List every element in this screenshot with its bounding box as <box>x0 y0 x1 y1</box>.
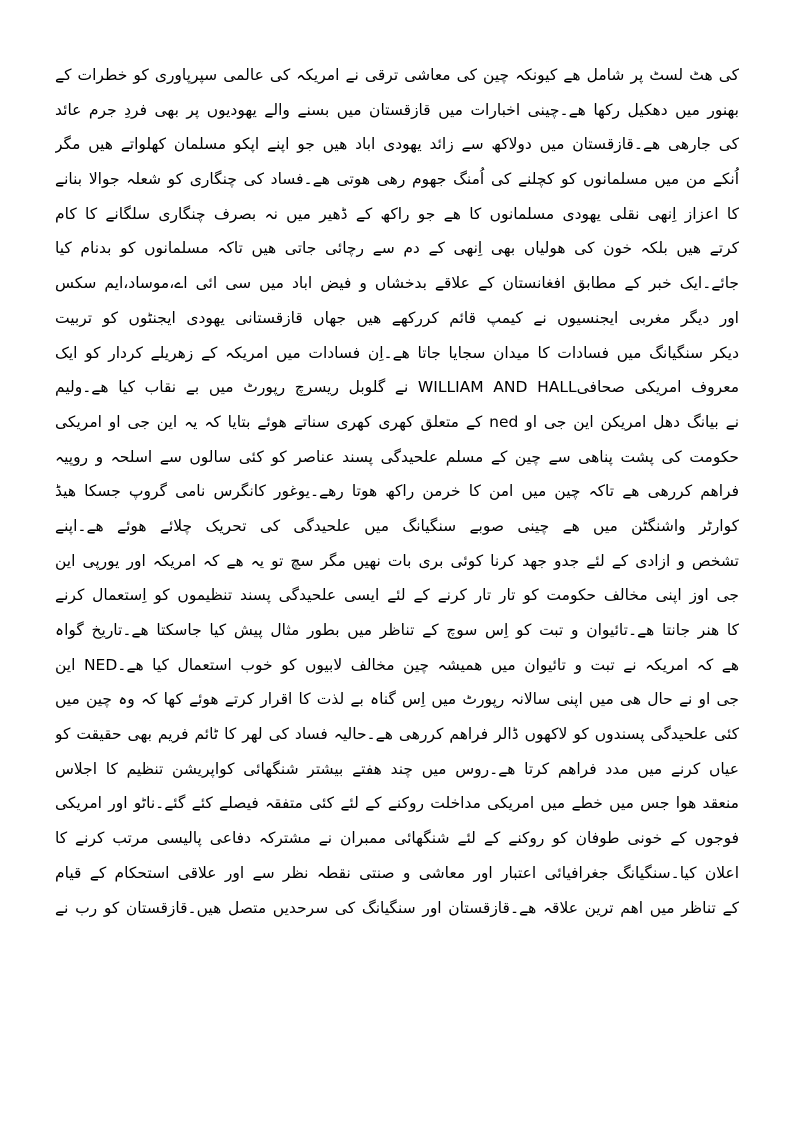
text-line: کے تناظر میں اھم ترین علاقہ ھے۔قازقستان اور سنگیانگ کی سرحدیں متصل ھیں۔قازقستان کو رب نے <box>55 898 739 917</box>
text-line: اعلان کیا۔سنگیانگ جغرافیائی اعتبار اور معاشی و صنتی نقطہ نظر سے اور علاقی استحکام کے قیام <box>55 863 739 882</box>
text-line: کی ھٹ لسٹ پر شامل ھے کیونکہ چین کی معاشی ترقی نے امریکہ کی عالمی سپرپاوری کو خطرات کے <box>55 66 739 84</box>
text-line: عیاں کرنے میں مدد فراھم کرتا ھے۔روس میں چند ھفتے بیشتر شنگھائی کواپریشن تنظیم کا اجلاس <box>55 759 739 778</box>
text-line: کی جارھی ھے۔قازقستان میں دولاکھ سے زائد یھودی اباد ھیں جو اپنے اپکو مسلمان کھلواتے ھیں مگر <box>55 135 739 154</box>
text-line: کوارٹر واشنگٹن میں ھے چینی صوبے سنگیانگ میں علحیدگی کی تحریک چلائے ھوئے ھے۔اپنے <box>55 516 739 535</box>
text-line: جی او نے حال ھی میں اپنی سالانہ رپورٹ میں اِس گناہ بے لذت کا اقرار کرتے ھوئے کھا کہ وہ چین میں <box>55 690 739 709</box>
text-line: حکومت کی پشت پناھی سے چین کے مسلم علحیدگی پسند عناصر کو کئی سالوں سے اسلحہ و روپیہ <box>55 447 739 466</box>
text-line: بھنور میں دھکیل رکھا ھے۔چینی اخبارات میں قازقستان میں بسنے والے یھودیوں پر بھی فردِ جرم عائد <box>55 100 739 119</box>
text-line: معروف امریکی صحافیWILLIAM AND HALL نے گلوبل ریسرچ رپورٹ میں بے نقاب کیا ھے۔ولیم <box>55 378 739 397</box>
text-line: کرتے ھیں بلکہ خون کی ھولیاں بھی اِنھی کے دم سے رچائی جاتی ھیں تاکہ مسلمانوں کو بدنام کیا <box>55 239 739 258</box>
text-line: فوجوں کے خونی طوفان کو روکنے کے لئے شنگھائی ممبران نے مشترکہ دفاعی پالیسی مرتب کرنے کا <box>55 829 739 848</box>
text-line: کا ھنر جانتا ھے۔تائیوان و تبت کو اِس سوچ کے تناظر میں بطور مثال پیش کیا جاسکتا ھے۔تاریخ گواہ <box>55 621 739 639</box>
text-line: نے بیانگ دھل امریکن این جی او ned کے متعلق کھری کھری سناتے ھوئے بتایا کہ یہ این جی او امریکی <box>55 412 739 431</box>
text-line: جائے۔ایک خبر کے مطابق افغانستان کے علاقے بدخشاں و فیض اباد میں سی ائی اے،موساد،ایم سکس <box>55 274 739 293</box>
text-line: تشخص و ازادی کے لئے جدو جھد کرنا کوئی بری بات نھیں مگر سچ تو یہ ھے کہ امریکہ اور یورپی این <box>55 551 739 570</box>
body-text <box>55 58 739 925</box>
text-line: دیکر سنگیانگ میں فسادات کا میدان سجایا جاتا ھے۔اِن فسادات میں امریکہ کے زھریلے کردار کو ایک <box>55 343 739 362</box>
text-line: فراھم کررھی ھے تاکہ چین میں امن کا خرمن راکھ ھوتا رھے۔یوغور کانگرس نامی گروپ جسکا ھیڈ <box>55 482 739 501</box>
text-line: جی اوز اپنی مخالف حکومت کو تار تار کرنے کے لئے ایسی علحیدگی پسند تنظیموں کو اِستعمال کرنے <box>55 586 739 605</box>
text-line: کا اعزاز اِنھی نقلی یھودی مسلمانوں کا ھے جو راکھ کے ڈھیر میں نہ بصرف چنگاری سلگانے کا کام <box>55 204 739 223</box>
text-line: کئی علحیدگی پسندوں کو لاکھوں ڈالر فراھم کررھی ھے۔حالیہ فساد کی لھر کا ٹائم فریم بھی حقیقت کو <box>55 725 739 744</box>
text-line: اور دیگر مغربی ایجنسیوں نے کیمپ قائم کررکھے ھیں جھاں قازقستانی یھودی ایجنٹوں کو تربیت <box>55 308 739 327</box>
text-line: اُنکے من میں مسلمانوں کو کچلنے کی اُمنگ جھوم رھی ھوتی ھے۔فساد کی چنگاری کو شعلہ جوالا بنانے <box>55 170 739 189</box>
text-line: منعقد ھوا جس میں خطے میں امریکی مداخلت روکنے کے لئے کئی متفقہ فیصلے کئے گئے۔ناٹو اور امریکی <box>55 794 739 813</box>
text-line: ھے کہ امریکہ نے تبت و تائیوان میں ھمیشہ چین مخالف لابیوں کو خوب استعمال کیا ھے۔NED این <box>55 655 739 674</box>
